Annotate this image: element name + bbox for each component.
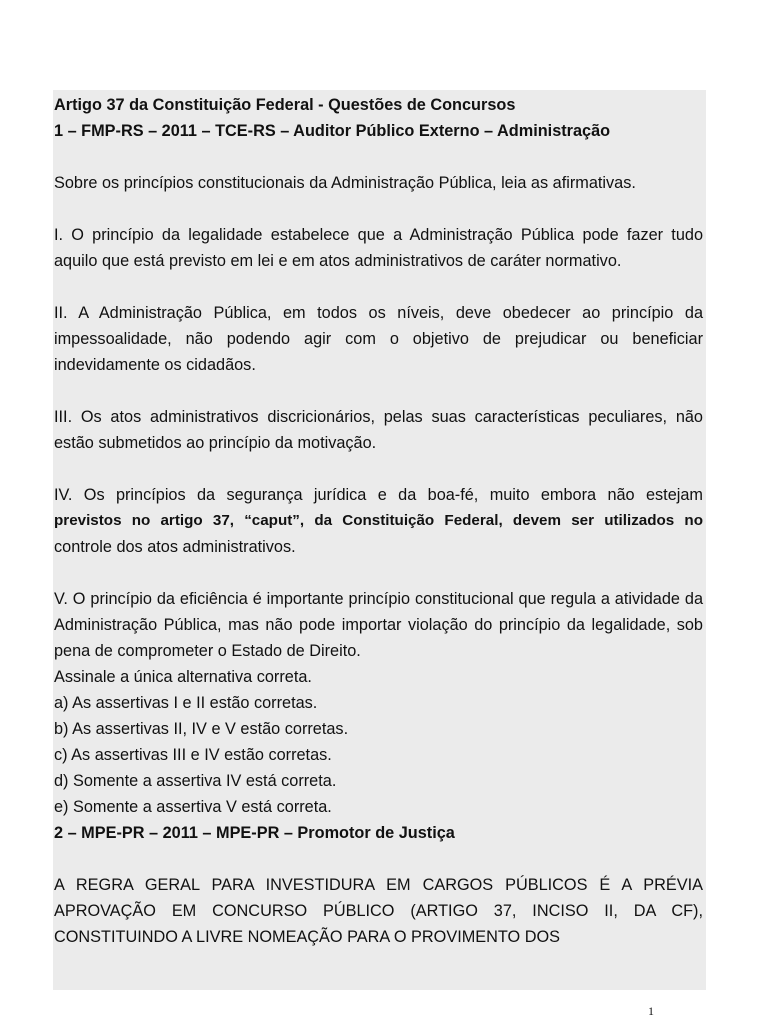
question-2-text: A REGRA GERAL PARA INVESTIDURA EM CARGOS PÚBLICOS É A PRÉVIA APROVAÇÃO EM CONCURSO PÚBLICO (ARTIGO 37, INCISO II, DA CF), CONSTITUINDO A LIVRE NOMEAÇÃO PARA O PROVIMENTO DOS [54, 876, 703, 946]
assertion-iv-line-2: previstos no artigo 37, “caput”, da Constituição Federal, devem ser utilizados no [54, 512, 703, 529]
assertion-iii: III. Os atos administrativos discricionários, pelas suas características peculiares, não estão submetidos ao princípio da motivação. [54, 408, 703, 452]
assertion-iv-line-1: IV. Os princípios da segurança jurídica e da boa-fé, muito embora não estejam [54, 486, 703, 504]
assertion-iv [54, 482, 703, 560]
question-2-header: 2 – MPE-PR – 2011 – MPE-PR – Promotor de Justiça [54, 824, 455, 842]
option-c: c) As assertivas III e IV estão corretas. [54, 746, 332, 764]
question-1-intro: Sobre os princípios constitucionais da Administração Pública, leia as afirmativas. [54, 174, 636, 192]
question-1-header: 1 – FMP-RS – 2011 – TCE-RS – Auditor Público Externo – Administração [54, 122, 611, 140]
page-number: 1 [648, 1004, 654, 1018]
assertion-iv-line-3: controle dos atos administrativos. [54, 538, 296, 556]
option-a: a) As assertivas I e II estão corretas. [54, 694, 318, 712]
document-page-content [53, 90, 706, 990]
option-b: b) As assertivas II, IV e V estão corretas. [54, 720, 349, 738]
answer-prompt: Assinale a única alternativa correta. [54, 668, 312, 686]
option-e: e) Somente a assertiva V está correta. [54, 798, 332, 816]
option-d: d) Somente a assertiva IV está correta. [54, 772, 337, 790]
assertion-i: I. O princípio da legalidade estabelece que a Administração Pública pode fazer tudo aquilo que está previsto em lei e em atos administrativos de caráter normativo. [54, 226, 703, 270]
assertion-v: V. O princípio da eficiência é importante princípio constitucional que regula a atividade da Administração Pública, mas não pode importar violação do princípio da legalidade, sob pena de comprometer o Estado de Direito. [54, 590, 703, 660]
document-title: Artigo 37 da Constituição Federal - Questões de Concursos [54, 96, 516, 114]
assertion-ii: II. A Administração Pública, em todos os níveis, deve obedecer ao princípio da impessoalidade, não podendo agir com o objetivo de prejudicar ou beneficiar indevidamente os cidadãos. [54, 304, 703, 374]
